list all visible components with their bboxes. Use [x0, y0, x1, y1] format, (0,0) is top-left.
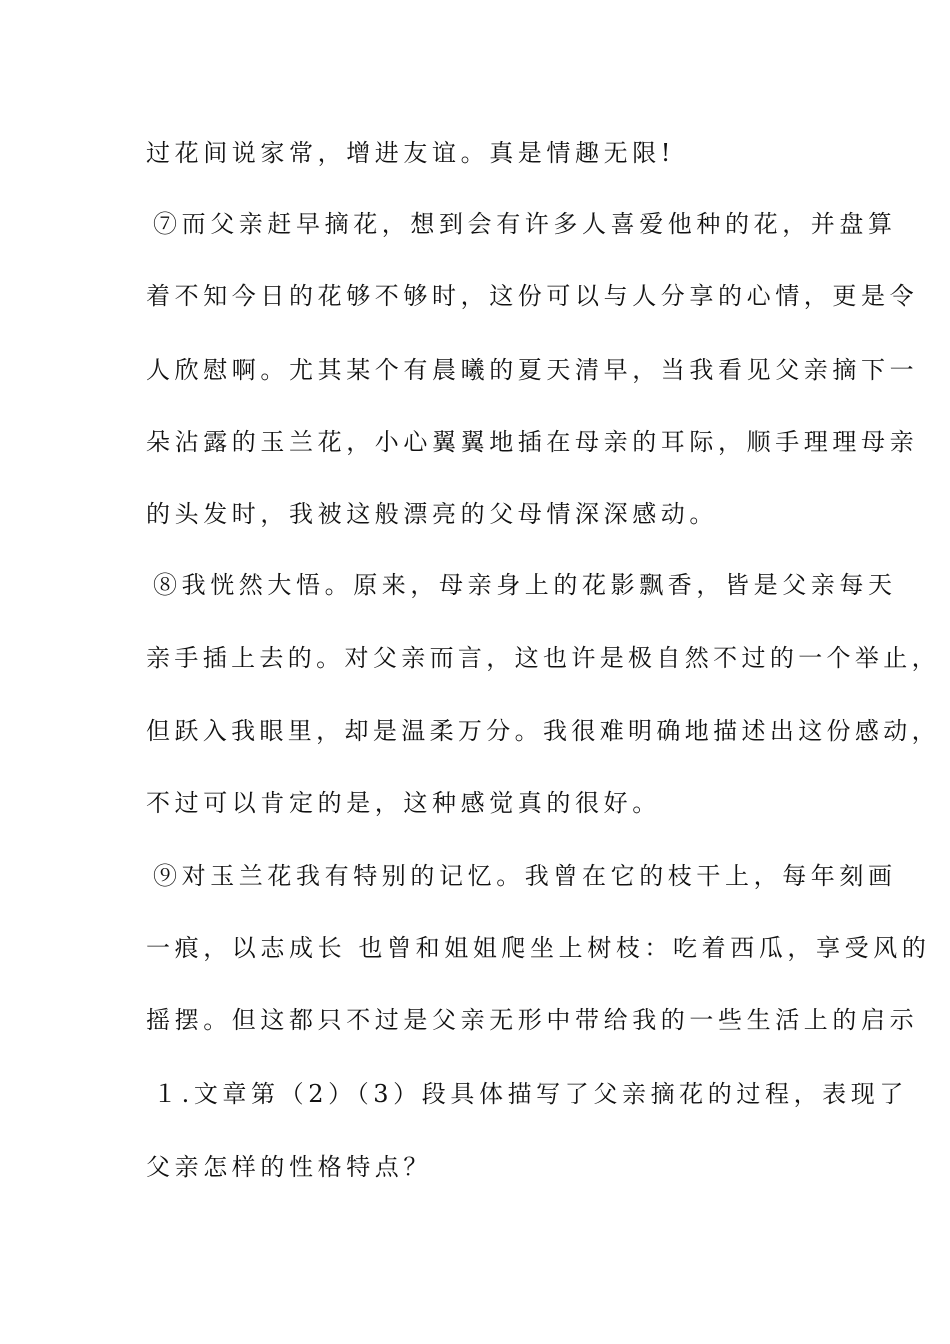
paragraph-7-line: 着不知今日的花够不够时，这份可以与人分享的心情，更是令 — [146, 282, 919, 310]
paragraph-7-line: 朵沾露的玉兰花，小心翼翼地插在母亲的耳际，顺手理理母亲 — [146, 428, 919, 456]
paragraph-8-line: 亲手插上去的。对父亲而言，这也许是极自然不过的一个举止， — [146, 644, 940, 672]
paragraph-9-line: 摇摆。但这都只不过是父亲无形中带给我的一些生活上的启示 — [146, 1006, 919, 1034]
paragraph-8-line: 但跃入我眼里，却是温柔万分。我很难明确地描述出这份感动， — [146, 717, 940, 745]
paragraph-6-ending: 过花间说家常，增进友谊。真是情趣无限! — [146, 139, 676, 167]
paragraph-7-line: ⑦而父亲赶早摘花，想到会有许多人喜爱他种的花，并盘算 — [153, 210, 897, 238]
paragraph-7-line: 人欣慰啊。尤其某个有晨曦的夏天清早，当我看见父亲摘下一 — [146, 356, 919, 384]
paragraph-8-line: 不过可以肯定的是，这种感觉真的很好。 — [146, 789, 661, 817]
question-1-line: １.文章第（2）（3）段具体描写了父亲摘花的过程，表现了 — [153, 1080, 908, 1108]
paragraph-8-line: ⑧我恍然大悟。原来，母亲身上的花影飘香，皆是父亲每天 — [153, 571, 897, 599]
paragraph-9-line: 一痕，以志成长 也曾和姐姐爬坐上树枝：吃着西瓜，享受风的 — [146, 934, 931, 962]
paragraph-7-line: 的头发时，我被这般漂亮的父母情深深感动。 — [146, 500, 718, 528]
question-1-line: 父亲怎样的性格特点？ — [146, 1153, 432, 1181]
paragraph-9-line: ⑨对玉兰花我有特别的记忆。我曾在它的枝干上，每年刻画 — [153, 862, 897, 890]
